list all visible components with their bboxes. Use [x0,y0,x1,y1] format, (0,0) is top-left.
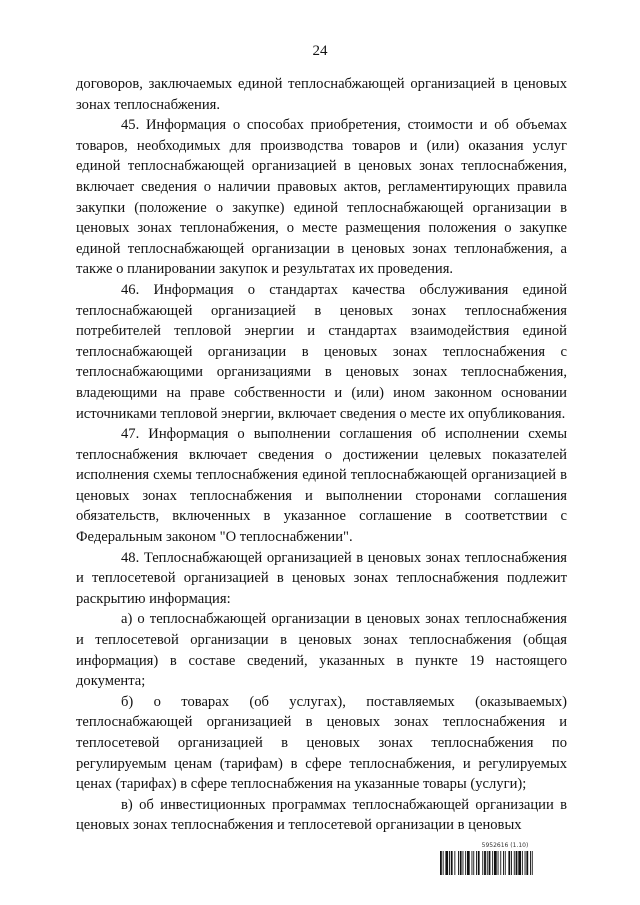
barcode-bar [532,851,533,875]
barcode-bar [465,851,466,875]
barcode-bar [473,851,474,875]
barcode-bar [487,851,488,875]
barcode-bar [463,851,464,875]
paragraph-46: 46. Информация о стандартах качества обслуживания единой теплоснабжающей организацией в ценовых зонах теплоснабжения потребителей тепловой энергии и стандартах взаимодействия единой теплоснабжающей организации в ценовых зонах теплоснабжения с теплоснабжающими организациями в ценовых зонах теплоснабжения, владеющими на праве собственности и (или) ином законном основании источниками тепловой энергии, включает сведения о месте их опубликования. [76,281,567,422]
barcode-bar [476,851,477,875]
paragraph-48a: а) о теплоснабжающей организации в ценовых зонах теплоснабжения и теплосетевой организации в ценовых зонах теплоснабжения (общая информация) в составе сведений, указанных в пункте 19 настоящего документа; [76,611,567,690]
barcode-icon [440,851,570,875]
barcode-bar [478,851,480,875]
paragraph-45: 45. Информация о способах приобретения, стоимости и об объемах товаров, необходимых для производства товаров и (или) оказания услуг единой теплоснабжающей организацией в ценовых зонах теплоснабжения, включает сведения о наличии правовых актов, регламентирующих правила закупки (положение о закупке) единой теплоснабжающей организации в ценовых зонах теплонабжения, о месте размещения положения о закупке единой теплоснабжающей организации в ценовых зонах теплонабжения, а также о планировании закупок и результатах их проведения. [76,117,567,278]
paragraph-48b: б) о товарах (об услугах), поставляемых (оказываемых) теплоснабжающей организацией в ценовых зонах теплоснабжения и теплосетевой организацией в ценовых зонах теплоснабжения по регулируемым ценам (тарифам) в сфере теплоснабжения, и регулируемых ценах (тарифах) в сфере теплоснабжения на указанные товары (услуги); [76,693,567,793]
barcode-bar [494,851,497,875]
barcode-bar [514,851,515,875]
barcode-bar [472,851,473,875]
barcode-bar [508,851,510,875]
barcode-bar [458,851,459,875]
barcode-bar [467,851,470,875]
paragraph-47: 47. Информация о выполнении соглашения об исполнении схемы теплоснабжения включает сведения о достижении целевых показателей исполнения схемы теплоснабжения единой теплоснабжающей организацией в ценовых зонах теплоснабжения и выполнении сторонами соглашения обязательств, включенных в указанное соглашение в соответствии с Федеральным законом "О теплоснабжении". [76,426,567,546]
paragraph-48: 48. Теплоснабжающей организацией в ценовых зонах теплоснабжения и теплосетевой организацией в ценовых зонах теплоснабжения подлежит раскрытию информация: [76,549,567,607]
barcode-bar [492,851,493,875]
barcode-bar [511,851,512,875]
barcode-bar [503,851,504,875]
barcode-bar [482,851,483,875]
barcode-bar [526,851,528,875]
document-barcode [440,842,570,875]
document-body [76,74,567,836]
barcode-bar [525,851,526,875]
paragraph-48v: в) об инвестиционных программах теплоснабжающей организации в ценовых зонах теплоснабжения и теплосетевой организации в ценовых [76,796,567,834]
barcode-bar [454,851,455,875]
barcode-bar [440,851,442,875]
barcode-bar [443,851,444,875]
barcode-bar [451,851,453,875]
barcode-bar [484,851,486,875]
barcode-bar [449,851,450,875]
page-number: 24 [312,43,328,59]
barcode-bar [498,851,499,875]
barcode-bar [500,851,501,875]
barcode-bar [505,851,506,875]
barcode-bar [522,851,523,875]
barcode-bar [489,851,491,875]
barcode-bar [460,851,462,875]
paragraph-continuation: договоров, заключаемых единой теплоснабжающей организацией в ценовых зонах теплоснабжения. [76,76,567,113]
barcode-bar [445,851,448,875]
barcode-bar [530,851,531,875]
barcode-bar [516,851,518,875]
barcode-bar [518,851,521,875]
barcode-caption: 5952616 (1.10) [481,842,529,849]
